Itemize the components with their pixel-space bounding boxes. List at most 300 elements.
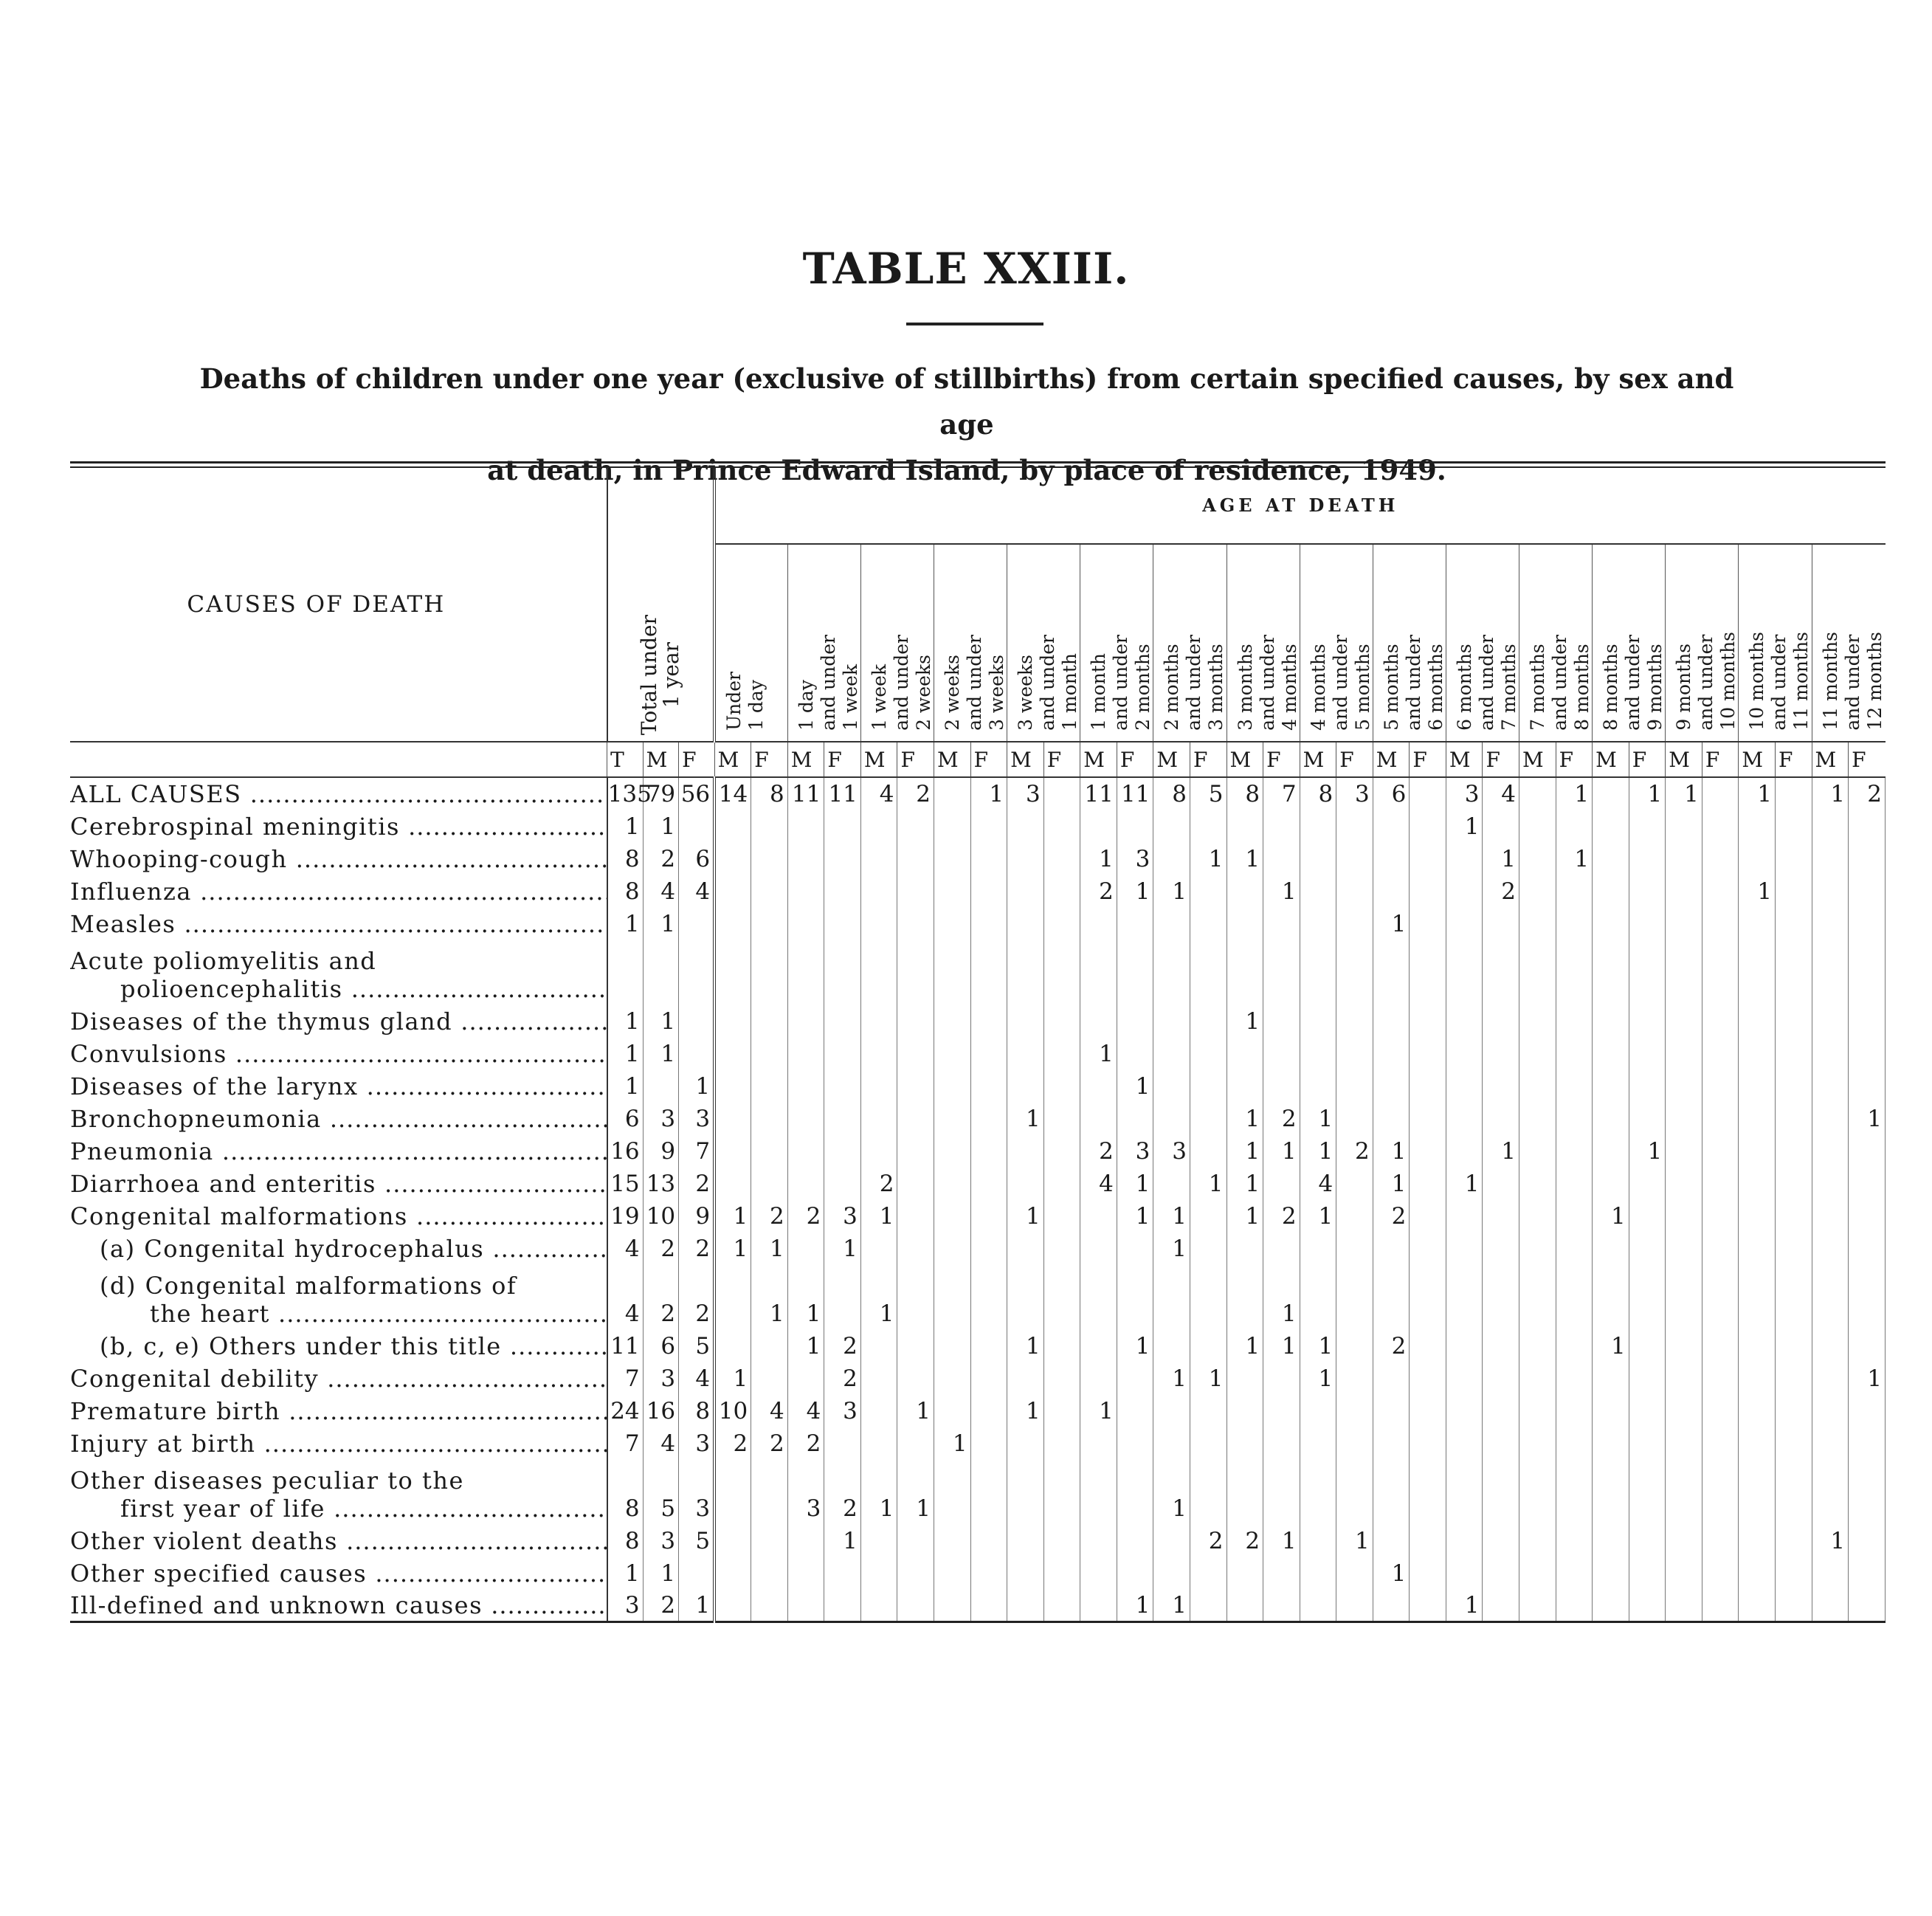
age-cell [1227,1427,1263,1459]
cause-label-text: Diarrhoea and enteritis ..... [70,1170,607,1198]
age-cell [1117,1037,1153,1069]
age-group-label [723,672,767,731]
age-cell [1373,810,1410,842]
age-cell [970,1427,1007,1459]
age-cell [897,842,934,875]
age-cell [1153,1004,1190,1037]
age-cell [1666,1459,1702,1524]
sex-row-spacer [70,742,607,777]
age-cell [934,1524,971,1557]
age-group-label-line: 9 months [1673,644,1695,731]
age-group-label [1454,635,1520,731]
age-cell [824,1037,861,1069]
age-cell [1373,1232,1410,1264]
age-cell [1483,1524,1519,1557]
age-cell [970,842,1007,875]
age-cell [1519,1102,1556,1134]
age-group-label-line: 2 weeks [912,655,934,731]
age-cell [1373,1102,1410,1134]
age-cell: 1 [1263,1329,1300,1362]
total-cell: 1 [643,1037,679,1069]
age-cell [1593,1394,1629,1427]
cause-label-text: Measles ..... [70,910,607,938]
age-cell [1373,1524,1410,1557]
age-cell: 2 [1263,1199,1300,1232]
age-cell [1300,1589,1336,1622]
age-cell [1043,1167,1080,1199]
age-cell [1666,1102,1702,1134]
age-cell [1629,842,1666,875]
age-cell [1227,907,1263,940]
age-cell: 2 [751,1199,788,1232]
age-cell: 1 [1263,1264,1300,1329]
age-group-label-line: and under [1037,635,1059,731]
age-cell [1446,1069,1483,1102]
total-cell: 1 [679,1069,715,1102]
total-cell [643,1069,679,1102]
total-cell: 2 [643,1589,679,1622]
age-cell [860,940,897,1004]
cause-label-line-1: Acute poliomyelitis and [70,947,382,975]
age-cell [714,1459,751,1524]
age-cell: 1 [1007,1102,1044,1134]
age-cell [1410,1589,1446,1622]
age-cell [1007,810,1044,842]
age-cell [1080,810,1117,842]
age-cell [1702,1394,1739,1427]
age-cell [1190,1069,1227,1102]
age-cell [1336,875,1373,907]
age-group-header [1739,544,1812,742]
age-cell [1483,1069,1519,1102]
age-cell [897,1264,934,1329]
age-cell [1446,1134,1483,1167]
age-cell: 1 [970,777,1007,810]
age-cell: 1 [1300,1102,1336,1134]
age-cell [751,810,788,842]
age-cell [1519,1167,1556,1199]
age-cell [1629,1004,1666,1037]
age-cell [1190,940,1227,1004]
age-cell [1263,1004,1300,1037]
age-cell [1519,875,1556,907]
age-cell [1153,1069,1190,1102]
total-cell: 1 [643,1004,679,1037]
age-cell [1043,1037,1080,1069]
age-cell [1483,1004,1519,1037]
total-cell: 7 [679,1134,715,1167]
age-cell [1849,1134,1886,1167]
age-cell [897,1134,934,1167]
sex-age-header: M [787,742,824,777]
age-cell [1702,810,1739,842]
age-cell [860,1102,897,1134]
cause-label [70,1459,607,1524]
age-cell: 1 [1153,1232,1190,1264]
age-cell [1043,777,1080,810]
age-cell [1373,1037,1410,1069]
age-cell [1300,1394,1336,1427]
total-cell: 4 [679,875,715,907]
age-cell [1702,1069,1739,1102]
age-cell [1373,1394,1410,1427]
total-cell: 1 [643,1557,679,1589]
age-cell: 1 [1593,1329,1629,1362]
age-group-header [1007,544,1080,742]
age-group-label-line: and under [817,635,839,731]
age-cell: 1 [1300,1362,1336,1394]
age-cell: 1 [1227,1004,1263,1037]
sex-age-header: M [1519,742,1556,777]
age-cell [1007,940,1044,1004]
age-cell [1775,1037,1812,1069]
age-cell [1410,1524,1446,1557]
age-cell [1043,1232,1080,1264]
age-cell [1007,1232,1044,1264]
cause-label-text: Congenital debility ..... [70,1365,607,1393]
age-cell [1775,1004,1812,1037]
age-cell [1812,1394,1849,1427]
age-cell: 1 [1080,842,1117,875]
age-cell [1190,1589,1227,1622]
age-cell [1519,907,1556,940]
age-group-label-line: 7 months [1497,644,1519,731]
age-cell [1849,1037,1886,1069]
age-group-label-line: 3 weeks [1015,655,1037,731]
age-cell [1556,1004,1593,1037]
age-cell [934,1199,971,1232]
age-cell [1043,1427,1080,1459]
age-cell [1629,1329,1666,1362]
cause-label [70,940,607,1004]
table-row [70,1069,1886,1102]
age-cell [751,1589,788,1622]
age-cell [1775,1589,1812,1622]
age-cell [860,1524,897,1557]
total-cell: 4 [679,1362,715,1394]
age-cell [751,1004,788,1037]
age-cell [1263,1037,1300,1069]
cause-label-text: Diseases of the thymus gland ..... [70,1007,607,1035]
age-cell [1666,940,1702,1004]
total-cell: 1 [643,810,679,842]
age-cell [1410,1394,1446,1427]
age-cell [1300,1524,1336,1557]
age-group-label-line: 9 months [1644,644,1666,731]
age-cell: 2 [824,1362,861,1394]
age-cell [1007,1427,1044,1459]
age-cell [1007,1362,1044,1394]
age-cell [1849,1394,1886,1427]
age-group-label-line: 4 months [1307,644,1329,731]
cause-label [70,1427,607,1459]
age-cell [1410,842,1446,875]
age-cell [1629,1524,1666,1557]
age-group-header [1446,544,1519,742]
age-cell: 1 [860,1459,897,1524]
age-cell [1519,1394,1556,1427]
age-cell [970,1264,1007,1329]
age-cell: 1 [787,1264,824,1329]
age-cell [751,842,788,875]
age-cell [1117,1524,1153,1557]
sex-age-header: M [1300,742,1336,777]
age-cell [1263,1459,1300,1524]
age-cell: 1 [1849,1102,1886,1134]
age-cell [1410,1362,1446,1394]
age-cell [1666,1004,1702,1037]
age-cell [1410,810,1446,842]
age-cell [1812,1557,1849,1589]
sex-age-header: F [1556,742,1593,777]
age-cell: 1 [1739,777,1776,810]
sex-age-header: F [1775,742,1812,777]
age-cell [970,1394,1007,1427]
sex-age-header: M [1080,742,1117,777]
age-cell [1153,940,1190,1004]
age-cell [1336,1557,1373,1589]
age-cell: 8 [751,777,788,810]
age-cell [1739,810,1776,842]
age-cell [860,1232,897,1264]
sex-age-header: M [1227,742,1263,777]
age-cell [1190,1102,1227,1134]
age-cell [1446,875,1483,907]
age-cell: 1 [1117,1199,1153,1232]
age-cell [897,1524,934,1557]
table-row [70,1199,1886,1232]
total-cell: 10 [643,1199,679,1232]
age-cell [934,875,971,907]
age-cell [970,1167,1007,1199]
age-cell [1629,907,1666,940]
age-cell [1190,810,1227,842]
age-cell [1300,1069,1336,1102]
age-group-label-line: 2 weeks [942,655,964,731]
age-cell [1593,1427,1629,1459]
age-cell: 1 [1263,1134,1300,1167]
cause-label [70,777,607,810]
cause-label [70,810,607,842]
age-cell [1739,1134,1776,1167]
age-cell: 1 [1117,875,1153,907]
age-cell [1556,1264,1593,1329]
age-cell [1117,810,1153,842]
age-cell: 2 [1080,875,1117,907]
age-cell [787,1004,824,1037]
age-cell: 1 [1373,907,1410,940]
age-cell [1080,1557,1117,1589]
age-group-label-line: 5 months [1380,644,1402,731]
cause-label [70,1232,607,1264]
age-cell [1629,940,1666,1004]
age-cell: 8 [1153,777,1190,810]
table-row [70,1557,1886,1589]
age-cell [1556,875,1593,907]
age-cell [1227,1589,1263,1622]
age-cell [751,1069,788,1102]
cause-label [70,1589,607,1622]
age-cell [1007,1167,1044,1199]
age-cell [824,1134,861,1167]
age-cell [1227,1459,1263,1524]
age-cell [1080,1459,1117,1524]
age-group-label-line: and under [1402,635,1424,731]
age-cell [1593,940,1629,1004]
age-cell [1190,1427,1227,1459]
age-cell [897,1004,934,1037]
age-cell [970,1459,1007,1524]
age-cell [1629,1427,1666,1459]
age-at-death-header: AGE AT DEATH [714,468,1885,544]
age-cell: 1 [1446,810,1483,842]
age-cell [1775,940,1812,1004]
age-cell [970,1102,1007,1134]
age-cell [1849,875,1886,907]
age-cell: 2 [1373,1199,1410,1232]
age-cell [1263,1362,1300,1394]
age-cell: 1 [1263,875,1300,907]
cause-label-text: (a) Congenital hydrocephalus ..... [100,1235,607,1263]
age-group-label [1746,632,1812,731]
table-top-rule [70,461,1886,468]
age-cell [1666,1557,1702,1589]
age-cell [714,1069,751,1102]
age-group-label-line: and under [1622,635,1644,731]
age-group-label-line: 3 months [1205,644,1227,731]
total-cell: 1 [643,907,679,940]
total-cell [679,940,715,1004]
age-cell [714,1557,751,1589]
age-cell [1629,1394,1666,1427]
age-cell [1593,810,1629,842]
age-cell [1666,1524,1702,1557]
sex-age-header: F [1702,742,1739,777]
age-cell: 1 [1153,1589,1190,1622]
age-cell: 1 [1080,1037,1117,1069]
age-cell: 1 [824,1232,861,1264]
age-group-label [1381,635,1447,731]
age-group-label-line: 4 months [1278,644,1300,731]
age-cell [1702,1329,1739,1362]
sex-age-header: F [1629,742,1666,777]
age-cell [1336,1427,1373,1459]
total-cell: 1 [607,907,644,940]
age-cell [1117,1264,1153,1329]
age-cell [1336,1199,1373,1232]
age-cell [1007,1557,1044,1589]
age-cell [897,1167,934,1199]
age-cell: 1 [1117,1329,1153,1362]
age-cell [1775,1329,1812,1362]
age-cell [1666,1362,1702,1394]
age-group-label-line: 1 month [1088,653,1110,731]
total-cell: 7 [607,1362,644,1394]
sex-age-header: M [1593,742,1629,777]
age-cell [1556,1199,1593,1232]
age-cell [824,1069,861,1102]
age-group-label [1673,632,1739,731]
age-cell [1227,1264,1263,1329]
statistics-table-container [70,461,1886,1623]
age-cell [1519,1264,1556,1329]
age-cell [1593,1004,1629,1037]
age-cell [970,1069,1007,1102]
total-cell: 4 [643,1427,679,1459]
age-cell [824,1427,861,1459]
cause-label-text: Convulsions ..... [70,1040,607,1068]
age-cell [1080,1524,1117,1557]
age-cell [1593,907,1629,940]
age-cell [1043,1264,1080,1329]
age-cell [1080,1589,1117,1622]
age-cell [1812,810,1849,842]
age-group-label [1235,635,1301,731]
age-cell: 1 [1300,1134,1336,1167]
total-cell: 8 [607,1459,644,1524]
age-cell [1556,1329,1593,1362]
age-cell [1849,1459,1886,1524]
age-cell [1593,1459,1629,1524]
age-cell [1666,1264,1702,1329]
age-cell [1556,1524,1593,1557]
total-cell: 3 [679,1459,715,1524]
age-cell [1812,1427,1849,1459]
age-cell [1812,1004,1849,1037]
age-cell [787,810,824,842]
table-row [70,1589,1886,1622]
age-cell [1702,777,1739,810]
age-cell [1153,1394,1190,1427]
age-cell: 1 [1300,1199,1336,1232]
age-cell [1263,940,1300,1004]
age-cell: 1 [1007,1394,1044,1427]
age-group-label-line: and under [1841,635,1863,731]
sex-age-header: F [1263,742,1300,777]
age-cell [1556,1134,1593,1167]
age-cell [1336,907,1373,940]
age-cell [934,842,971,875]
age-cell [1519,1004,1556,1037]
age-cell [1043,1102,1080,1134]
total-header-line-2: 1 year [658,641,683,709]
age-cell [787,1134,824,1167]
age-cell [1043,1394,1080,1427]
age-cell [1519,1329,1556,1362]
age-cell [1373,1069,1410,1102]
age-cell [1849,1557,1886,1589]
age-cell: 7 [1263,777,1300,810]
age-cell [824,1004,861,1037]
age-cell: 1 [1556,777,1593,810]
total-cell: 5 [679,1524,715,1557]
age-group-label [942,635,1008,731]
age-cell: 2 [787,1427,824,1459]
age-cell [1666,1427,1702,1459]
age-cell [751,1134,788,1167]
age-cell [714,1329,751,1362]
age-cell [1593,1134,1629,1167]
sex-age-header: M [1739,742,1776,777]
age-cell [1410,1069,1446,1102]
age-cell: 2 [1336,1134,1373,1167]
total-cell [607,940,644,1004]
age-cell [1117,1004,1153,1037]
total-cell [679,1037,715,1069]
total-header-line-1: Total under [636,614,661,735]
age-cell [970,1557,1007,1589]
age-group-label-line: 7 months [1527,644,1549,731]
